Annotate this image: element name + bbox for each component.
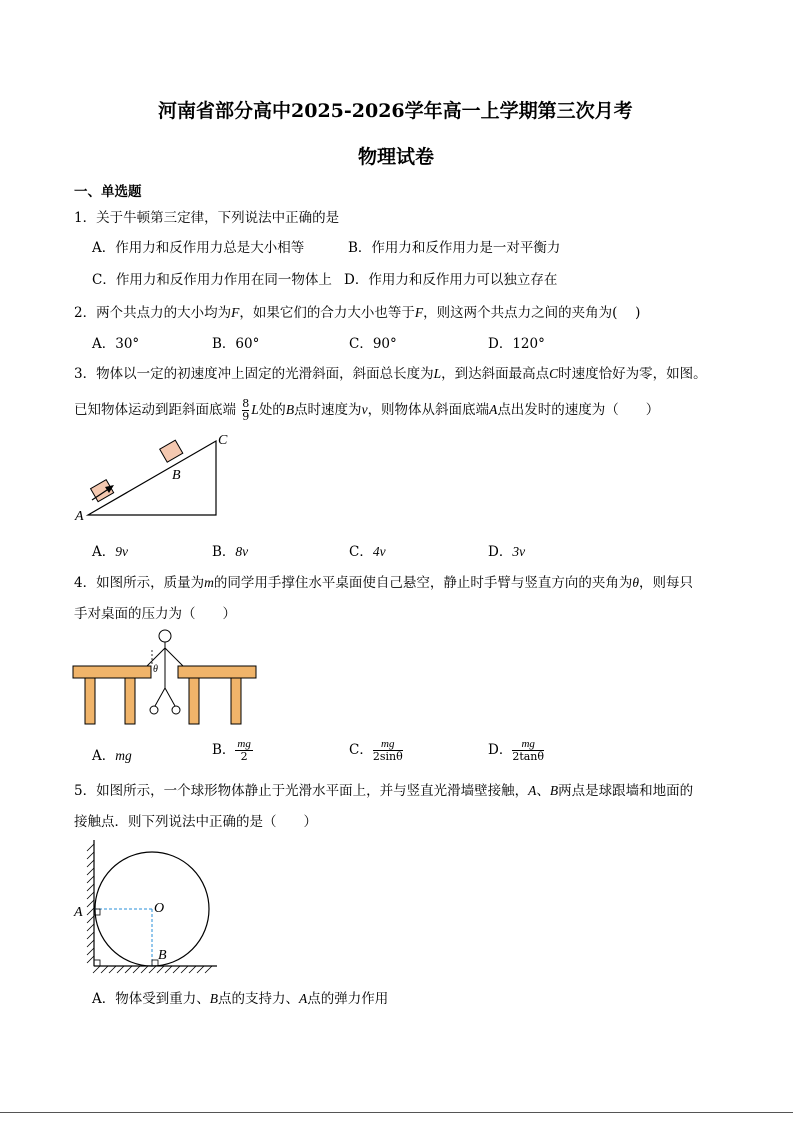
fig-label-c: C [218, 433, 228, 448]
q4-text: 的同学用手撑住水平桌面使自己悬空，静止时手臂与竖直方向的夹角为 [213, 575, 633, 591]
fig-label-o: O [154, 901, 165, 916]
option-label: D． [488, 544, 513, 560]
q1-option-a: A．作用力和反作用力总是大小相等 [92, 240, 305, 256]
page-title: 河南省部分高中2025-2026学年高一上学期第三次月考 [158, 100, 633, 122]
q4-stem-line1 [74, 571, 693, 591]
fig-label-b: B [158, 948, 167, 963]
person-foot-left [150, 706, 158, 714]
frac-denominator: 2tanθ [512, 750, 545, 763]
person-head [159, 630, 171, 642]
q3-option-d [488, 540, 525, 560]
q3-frac-den: 9 [242, 410, 250, 423]
q4-stem-line2: 手对桌面的压力为（ ） [74, 606, 236, 622]
q5-stem-line1 [74, 779, 693, 799]
q2-stem [74, 301, 640, 321]
q3-text: 点时速度为 [294, 402, 362, 418]
q2-option-b: B．60° [212, 336, 260, 352]
q5-text: 、 [536, 783, 550, 799]
q3-text: 3．物体以一定的初速度冲上固定的光滑斜面，斜面总长度为 [74, 366, 434, 382]
option-text: 点的支持力、 [218, 991, 299, 1007]
q3-fraction [242, 398, 249, 423]
q1-option-d: D．作用力和反作用力可以独立存在 [344, 272, 558, 288]
fig-label-a: A [75, 509, 84, 524]
frac-denominator: 2 [240, 750, 248, 763]
q2-stem-part2: ，如果它们的合力大小也等于 [239, 305, 415, 321]
right-table-top [178, 666, 256, 678]
option-label: D． [488, 742, 513, 758]
q3-var-b: B [285, 402, 295, 417]
q4-var-theta: θ [632, 575, 639, 590]
option-label: B． [212, 544, 236, 560]
person-leg-right [165, 688, 175, 706]
q3-text: 时速度恰好为零，如图。 [558, 366, 707, 382]
frac-numerator: mg [512, 738, 544, 751]
option-fraction [512, 738, 544, 763]
incline-triangle [88, 441, 216, 515]
person-leg-left [155, 688, 165, 706]
q3-var-a: A [489, 402, 498, 417]
q2-var-f2: F [414, 305, 424, 320]
q3-text: 点出发时的速度为（ ） [497, 402, 660, 418]
option-var-a: A [299, 991, 308, 1006]
frac-denominator: 2sinθ [372, 750, 403, 763]
option-fraction [235, 738, 252, 763]
q4-option-a [92, 744, 132, 764]
option-label: A． [92, 748, 116, 764]
q2-stem-part1: 2．两个共点力的大小均为 [74, 305, 232, 321]
right-angle-corner [94, 960, 100, 966]
q3-stem-line1 [74, 362, 707, 382]
option-value: 3v [512, 544, 526, 559]
left-table-top [73, 666, 151, 678]
option-value: 4v [372, 544, 386, 559]
q3-option-b [212, 540, 248, 560]
q5-stem-line2: 接触点．则下列说法中正确的是（ ） [74, 814, 317, 830]
q5-text: 两点是球跟墙和地面的 [558, 783, 694, 799]
right-table-leg [231, 678, 241, 724]
fig-label-theta: θ [153, 664, 158, 675]
q2-stem-part3: ，则这两个共点力之间的夹角为( ) [423, 305, 641, 321]
q3-var-l: L [433, 366, 442, 381]
q3-stem-line2 [74, 398, 659, 423]
q4-tables-figure [72, 628, 258, 726]
page-bottom-rule [0, 1112, 793, 1113]
q4-option-d [488, 738, 544, 763]
section-heading: 一、单选题 [74, 184, 142, 200]
q3-var-c: C [549, 366, 559, 381]
q3-incline-figure [72, 428, 242, 524]
q4-option-b [212, 738, 253, 763]
q5-var-b: B [549, 783, 559, 798]
q2-var-f1: F [231, 305, 240, 320]
q3-var-l2: L [251, 402, 259, 417]
q3-text: ，到达斜面最高点 [441, 366, 550, 382]
q3-option-a [92, 540, 128, 560]
q1-option-b: B．作用力和反作用力是一对平衡力 [348, 240, 561, 256]
fig-label-a: A [74, 905, 83, 920]
option-text: A．物体受到重力、 [92, 991, 210, 1007]
option-label: C． [349, 544, 373, 560]
person-arm-right [165, 648, 183, 666]
right-table-leg [189, 678, 199, 724]
option-value: 8v [235, 544, 249, 559]
q1-stem: 1．关于牛顿第三定律，下列说法中正确的是 [74, 210, 340, 226]
q3-frac-num: 8 [242, 397, 250, 410]
q2-option-c: C．90° [349, 336, 397, 352]
q3-text: 处的 [258, 402, 286, 418]
q4-option-c [349, 738, 403, 763]
person-foot-right [172, 706, 180, 714]
q2-option-d: D．120° [488, 336, 545, 352]
q3-var-v: v [361, 402, 368, 417]
q3-text: 已知物体运动到距斜面底端 [74, 402, 236, 418]
left-table-leg [85, 678, 95, 724]
frac-numerator: mg [237, 738, 251, 750]
q5-var-a: A [528, 783, 537, 798]
fig-label-b: B [172, 468, 181, 483]
q5-text: 5．如图所示，一个球形物体静止于光滑水平面上，并与竖直光滑墙壁接触， [74, 783, 529, 799]
q3-text: ，则物体从斜面底端 [367, 402, 490, 418]
page-subtitle: 物理试卷 [358, 146, 435, 168]
option-label: A． [92, 544, 116, 560]
left-table-leg [125, 678, 135, 724]
option-fraction [373, 738, 403, 763]
option-label: C． [349, 742, 373, 758]
option-value: mg [115, 748, 132, 763]
frac-numerator: mg [373, 738, 403, 751]
q5-option-a [92, 987, 388, 1007]
q2-option-a: A．30° [92, 336, 140, 352]
option-var-b: B [209, 991, 218, 1006]
option-value: 9v [115, 544, 128, 559]
q3-option-c [349, 540, 386, 560]
q1-option-c: C．作用力和反作用力作用在同一物体上 [92, 272, 332, 288]
option-text: 点的弹力作用 [307, 991, 389, 1007]
block-at-b [160, 440, 183, 462]
q5-ball-wall-figure [72, 838, 222, 976]
q4-text: 4．如图所示，质量为 [74, 575, 205, 591]
option-label: B． [212, 742, 236, 758]
q4-text: ，则每只 [638, 575, 693, 591]
q4-var-m: m [204, 575, 214, 590]
